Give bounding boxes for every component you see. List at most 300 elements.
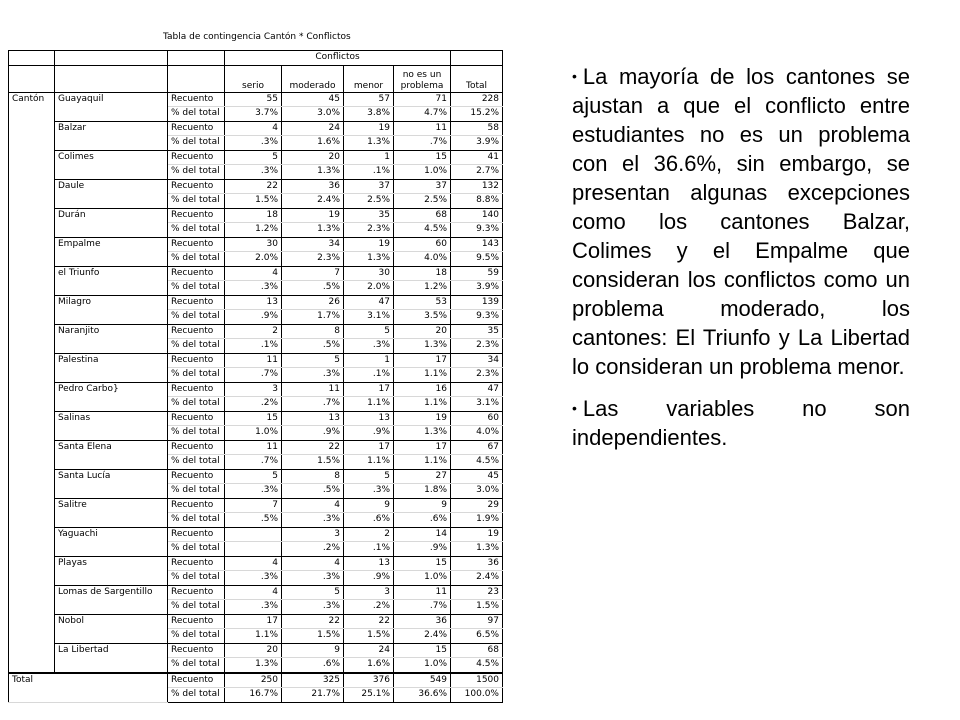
count-cell: 15: [394, 556, 451, 571]
count-cell: 11: [225, 440, 282, 455]
percent-cell: .6%: [282, 658, 344, 673]
canton-name: Balzar: [55, 121, 168, 150]
canton-name: Guayaquil: [55, 92, 168, 121]
count-cell: 35: [344, 208, 394, 223]
table-row: [9, 179, 503, 194]
table-row: [9, 295, 503, 310]
percent-cell: .3%: [282, 571, 344, 586]
bullet-list: [572, 62, 910, 465]
percent-cell: 1.1%: [344, 455, 394, 470]
count-cell: 139: [451, 295, 503, 310]
percent-label: % del total: [168, 542, 225, 557]
percent-cell: 1.3%: [451, 542, 503, 557]
count-cell: 143: [451, 237, 503, 252]
canton-name: La Libertad: [55, 643, 168, 673]
row-variable-label: Cantón: [9, 92, 55, 673]
canton-name: Salinas: [55, 411, 168, 440]
percent-label: % del total: [168, 571, 225, 586]
count-cell: 4: [225, 121, 282, 136]
percent-cell: 2.7%: [451, 165, 503, 180]
table-row: [9, 411, 503, 426]
percent-cell: 2.3%: [282, 252, 344, 267]
count-cell: 29: [451, 498, 503, 513]
canton-name: Lomas de Sargentillo: [55, 585, 168, 614]
count-cell: 549: [394, 673, 451, 688]
count-cell: 8: [282, 469, 344, 484]
count-cell: 3: [225, 382, 282, 397]
count-cell: 11: [225, 353, 282, 368]
canton-name: Playas: [55, 556, 168, 585]
percent-cell: .9%: [344, 571, 394, 586]
count-cell: 16: [394, 382, 451, 397]
count-cell: 19: [451, 527, 503, 542]
percent-cell: 100.0%: [451, 688, 503, 703]
count-cell: 11: [394, 585, 451, 600]
count-cell: 9: [394, 498, 451, 513]
canton-name: Salitre: [55, 498, 168, 527]
count-cell: 60: [451, 411, 503, 426]
percent-cell: 1.5%: [282, 629, 344, 644]
percent-cell: .3%: [225, 600, 282, 615]
count-cell: 30: [344, 266, 394, 281]
percent-cell: .9%: [394, 542, 451, 557]
percent-cell: .3%: [282, 368, 344, 383]
count-cell: 325: [282, 673, 344, 688]
bullet-item: [572, 394, 910, 452]
percent-cell: 1.6%: [282, 136, 344, 151]
count-label: Recuento: [168, 614, 225, 629]
count-cell: 5: [225, 469, 282, 484]
percent-cell: .7%: [282, 397, 344, 412]
count-cell: 1: [344, 353, 394, 368]
percent-label: % del total: [168, 513, 225, 528]
percent-cell: 1.0%: [394, 658, 451, 673]
count-cell: 55: [225, 92, 282, 107]
count-cell: 26: [282, 295, 344, 310]
count-label: Recuento: [168, 673, 225, 688]
percent-label: % del total: [168, 658, 225, 673]
count-cell: 2: [225, 324, 282, 339]
percent-cell: 6.5%: [451, 629, 503, 644]
count-cell: 2: [344, 527, 394, 542]
percent-cell: .3%: [225, 571, 282, 586]
percent-cell: 3.1%: [344, 310, 394, 325]
canton-name: Colimes: [55, 150, 168, 179]
percent-cell: 3.9%: [451, 281, 503, 296]
count-cell: 4: [282, 556, 344, 571]
col-header-total: Total: [451, 65, 503, 92]
total-row-label: Total: [9, 673, 168, 703]
table-row: [9, 208, 503, 223]
count-cell: 13: [225, 295, 282, 310]
count-cell: 20: [282, 150, 344, 165]
percent-cell: .9%: [344, 426, 394, 441]
percent-cell: 1.5%: [225, 194, 282, 209]
count-cell: 5: [344, 324, 394, 339]
percent-cell: 1.3%: [282, 165, 344, 180]
table-row: [9, 92, 503, 107]
count-cell: 19: [344, 237, 394, 252]
count-cell: 58: [451, 121, 503, 136]
percent-cell: 1.7%: [282, 310, 344, 325]
percent-cell: 4.5%: [394, 223, 451, 238]
count-cell: 5: [225, 150, 282, 165]
percent-cell: .7%: [225, 368, 282, 383]
percent-cell: 3.5%: [394, 310, 451, 325]
count-label: Recuento: [168, 295, 225, 310]
count-cell: 15: [394, 150, 451, 165]
count-cell: 36: [394, 614, 451, 629]
header-row-columns: [9, 65, 503, 92]
percent-cell: [225, 542, 282, 557]
percent-cell: .7%: [394, 136, 451, 151]
count-cell: 68: [451, 643, 503, 658]
count-cell: 250: [225, 673, 282, 688]
count-cell: 3: [282, 527, 344, 542]
contingency-table: [8, 50, 503, 703]
percent-label: % del total: [168, 455, 225, 470]
percent-cell: 2.4%: [451, 571, 503, 586]
count-cell: 24: [282, 121, 344, 136]
count-cell: [225, 527, 282, 542]
percent-label: % del total: [168, 136, 225, 151]
count-cell: 17: [344, 440, 394, 455]
count-label: Recuento: [168, 266, 225, 281]
percent-cell: 4.5%: [451, 658, 503, 673]
percent-cell: .1%: [344, 542, 394, 557]
percent-cell: 2.3%: [344, 223, 394, 238]
percent-label: % del total: [168, 426, 225, 441]
count-cell: 11: [282, 382, 344, 397]
percent-cell: .1%: [344, 368, 394, 383]
count-cell: 4: [225, 556, 282, 571]
count-cell: 14: [394, 527, 451, 542]
table-row: [9, 382, 503, 397]
count-cell: 11: [394, 121, 451, 136]
percent-cell: 1.1%: [394, 455, 451, 470]
col-header-menor: menor: [344, 65, 394, 92]
count-cell: 17: [394, 440, 451, 455]
percent-cell: .3%: [282, 513, 344, 528]
count-cell: 15: [394, 643, 451, 658]
percent-cell: 1.0%: [394, 165, 451, 180]
canton-name: Santa Lucía: [55, 469, 168, 498]
canton-name: Pedro Carbo}: [55, 382, 168, 411]
count-cell: 19: [282, 208, 344, 223]
percent-cell: .3%: [282, 600, 344, 615]
percent-cell: 3.8%: [344, 107, 394, 122]
count-cell: 22: [282, 614, 344, 629]
bullet-text: La mayoría de los cantones se ajustan a que el conflicto entre estudiantes no es un problema con el 36.6%, sin embargo, se presentan algunas excepciones como los cantones Balzar, Colimes y el Empalme que consideran los conflictos como un problema moderado, los cantones: El Triunfo y La Libertad lo consideran un problema menor.: [572, 64, 910, 379]
table-row: [9, 121, 503, 136]
count-label: Recuento: [168, 121, 225, 136]
count-cell: 132: [451, 179, 503, 194]
count-cell: 59: [451, 266, 503, 281]
percent-cell: 1.5%: [451, 600, 503, 615]
percent-cell: 16.7%: [225, 688, 282, 703]
percent-label: % del total: [168, 368, 225, 383]
bullet-text: Las variables no son independientes.: [572, 396, 910, 450]
percent-cell: 1.5%: [344, 629, 394, 644]
bullet-icon: •: [572, 68, 577, 84]
canton-name: Naranjito: [55, 324, 168, 353]
canton-name: Santa Elena: [55, 440, 168, 469]
count-cell: 19: [344, 121, 394, 136]
count-label: Recuento: [168, 92, 225, 107]
percent-cell: .1%: [225, 339, 282, 354]
percent-cell: .5%: [282, 484, 344, 499]
table-row: [9, 237, 503, 252]
count-cell: 18: [394, 266, 451, 281]
percent-label: % del total: [168, 397, 225, 412]
count-cell: 19: [394, 411, 451, 426]
count-cell: 36: [451, 556, 503, 571]
percent-cell: 4.0%: [394, 252, 451, 267]
percent-cell: 3.9%: [451, 136, 503, 151]
count-cell: 9: [282, 643, 344, 658]
percent-cell: 36.6%: [394, 688, 451, 703]
count-cell: 24: [344, 643, 394, 658]
percent-label: % del total: [168, 484, 225, 499]
col-header-serio: serio: [225, 65, 282, 92]
count-cell: 7: [225, 498, 282, 513]
canton-name: el Triunfo: [55, 266, 168, 295]
count-cell: 15: [225, 411, 282, 426]
percent-cell: 1.3%: [394, 339, 451, 354]
count-cell: 13: [344, 556, 394, 571]
table-row: [9, 614, 503, 629]
count-cell: 60: [394, 237, 451, 252]
count-cell: 1500: [451, 673, 503, 688]
table-title: Tabla de contingencia Cantón * Conflictos: [163, 32, 351, 42]
table-row: [9, 266, 503, 281]
percent-label: % del total: [168, 194, 225, 209]
table-row: [9, 150, 503, 165]
count-cell: 376: [344, 673, 394, 688]
count-cell: 53: [394, 295, 451, 310]
count-label: Recuento: [168, 179, 225, 194]
header-row-group: [9, 51, 503, 66]
count-cell: 45: [451, 469, 503, 484]
count-cell: 20: [225, 643, 282, 658]
percent-cell: 1.2%: [225, 223, 282, 238]
percent-cell: 8.8%: [451, 194, 503, 209]
percent-cell: 1.9%: [451, 513, 503, 528]
count-cell: 36: [282, 179, 344, 194]
canton-name: Milagro: [55, 295, 168, 324]
percent-cell: 25.1%: [344, 688, 394, 703]
bullet-icon: •: [572, 400, 577, 416]
percent-cell: 21.7%: [282, 688, 344, 703]
percent-cell: 1.0%: [225, 426, 282, 441]
count-label: Recuento: [168, 411, 225, 426]
percent-cell: 3.1%: [451, 397, 503, 412]
percent-cell: .2%: [344, 600, 394, 615]
percent-cell: .7%: [225, 455, 282, 470]
count-cell: 4: [282, 498, 344, 513]
table-row: [9, 673, 503, 688]
percent-cell: .3%: [225, 281, 282, 296]
canton-name: Daule: [55, 179, 168, 208]
count-label: Recuento: [168, 643, 225, 658]
canton-name: Yaguachi: [55, 527, 168, 556]
percent-cell: 2.5%: [394, 194, 451, 209]
count-cell: 20: [394, 324, 451, 339]
count-label: Recuento: [168, 469, 225, 484]
percent-cell: 1.8%: [394, 484, 451, 499]
percent-cell: 1.2%: [394, 281, 451, 296]
percent-cell: .6%: [344, 513, 394, 528]
percent-cell: 1.3%: [344, 136, 394, 151]
count-cell: 47: [451, 382, 503, 397]
percent-label: % del total: [168, 165, 225, 180]
count-label: Recuento: [168, 353, 225, 368]
count-label: Recuento: [168, 440, 225, 455]
table-row: [9, 556, 503, 571]
count-cell: 7: [282, 266, 344, 281]
count-cell: 37: [344, 179, 394, 194]
count-cell: 22: [225, 179, 282, 194]
percent-cell: 9.3%: [451, 223, 503, 238]
canton-name: Nobol: [55, 614, 168, 643]
percent-label: % del total: [168, 252, 225, 267]
count-label: Recuento: [168, 556, 225, 571]
percent-cell: .9%: [225, 310, 282, 325]
percent-cell: .5%: [225, 513, 282, 528]
count-label: Recuento: [168, 324, 225, 339]
percent-label: % del total: [168, 600, 225, 615]
percent-label: % del total: [168, 310, 225, 325]
count-cell: 4: [225, 585, 282, 600]
count-cell: 228: [451, 92, 503, 107]
count-cell: 41: [451, 150, 503, 165]
percent-cell: 3.0%: [282, 107, 344, 122]
percent-cell: 1.6%: [344, 658, 394, 673]
table-row: [9, 440, 503, 455]
count-label: Recuento: [168, 208, 225, 223]
count-cell: 67: [451, 440, 503, 455]
percent-cell: .3%: [344, 484, 394, 499]
count-cell: 22: [282, 440, 344, 455]
count-cell: 45: [282, 92, 344, 107]
table-row: [9, 585, 503, 600]
count-cell: 35: [451, 324, 503, 339]
percent-cell: 3.0%: [451, 484, 503, 499]
table-body: [9, 92, 503, 702]
percent-cell: .5%: [282, 339, 344, 354]
percent-cell: 3.7%: [225, 107, 282, 122]
percent-cell: 4.7%: [394, 107, 451, 122]
count-label: Recuento: [168, 498, 225, 513]
table-row: [9, 324, 503, 339]
table-row: [9, 353, 503, 368]
count-cell: 9: [344, 498, 394, 513]
count-cell: 68: [394, 208, 451, 223]
count-cell: 5: [282, 353, 344, 368]
count-cell: 17: [394, 353, 451, 368]
percent-cell: 2.4%: [394, 629, 451, 644]
count-cell: 47: [344, 295, 394, 310]
canton-name: Palestina: [55, 353, 168, 382]
percent-cell: 1.3%: [225, 658, 282, 673]
percent-cell: 1.3%: [394, 426, 451, 441]
percent-cell: .6%: [394, 513, 451, 528]
count-cell: 22: [344, 614, 394, 629]
count-cell: 13: [344, 411, 394, 426]
percent-label: % del total: [168, 107, 225, 122]
count-cell: 3: [344, 585, 394, 600]
percent-cell: .3%: [344, 339, 394, 354]
count-label: Recuento: [168, 527, 225, 542]
percent-cell: .3%: [225, 165, 282, 180]
percent-label: % del total: [168, 688, 225, 703]
count-cell: 97: [451, 614, 503, 629]
count-cell: 30: [225, 237, 282, 252]
table-row: [9, 643, 503, 658]
table-row: [9, 527, 503, 542]
percent-cell: 4.0%: [451, 426, 503, 441]
percent-cell: 1.1%: [225, 629, 282, 644]
percent-cell: 9.5%: [451, 252, 503, 267]
count-label: Recuento: [168, 382, 225, 397]
count-label: Recuento: [168, 150, 225, 165]
percent-label: % del total: [168, 339, 225, 354]
percent-cell: .3%: [225, 484, 282, 499]
canton-name: Empalme: [55, 237, 168, 266]
percent-cell: 1.1%: [394, 397, 451, 412]
percent-cell: .3%: [225, 136, 282, 151]
percent-cell: 2.0%: [344, 281, 394, 296]
count-cell: 17: [344, 382, 394, 397]
percent-cell: 2.3%: [451, 368, 503, 383]
count-cell: 18: [225, 208, 282, 223]
percent-cell: 9.3%: [451, 310, 503, 325]
percent-cell: .2%: [282, 542, 344, 557]
count-cell: 1: [344, 150, 394, 165]
group-header: Conflictos: [225, 51, 451, 66]
count-label: Recuento: [168, 237, 225, 252]
percent-label: % del total: [168, 223, 225, 238]
count-cell: 4: [225, 266, 282, 281]
count-cell: 57: [344, 92, 394, 107]
percent-cell: 1.0%: [394, 571, 451, 586]
table-row: [9, 498, 503, 513]
percent-label: % del total: [168, 281, 225, 296]
count-cell: 5: [344, 469, 394, 484]
count-cell: 5: [282, 585, 344, 600]
percent-cell: .9%: [282, 426, 344, 441]
percent-cell: 15.2%: [451, 107, 503, 122]
count-cell: 37: [394, 179, 451, 194]
percent-cell: 1.3%: [282, 223, 344, 238]
count-cell: 27: [394, 469, 451, 484]
count-cell: 17: [225, 614, 282, 629]
count-cell: 13: [282, 411, 344, 426]
percent-cell: .5%: [282, 281, 344, 296]
count-cell: 34: [451, 353, 503, 368]
count-cell: 34: [282, 237, 344, 252]
count-label: Recuento: [168, 585, 225, 600]
percent-cell: 2.5%: [344, 194, 394, 209]
percent-cell: .2%: [225, 397, 282, 412]
count-cell: 23: [451, 585, 503, 600]
percent-cell: 1.5%: [282, 455, 344, 470]
percent-cell: .1%: [344, 165, 394, 180]
canton-name: Durán: [55, 208, 168, 237]
percent-cell: 2.3%: [451, 339, 503, 354]
percent-cell: 2.0%: [225, 252, 282, 267]
bullet-item: [572, 62, 910, 381]
